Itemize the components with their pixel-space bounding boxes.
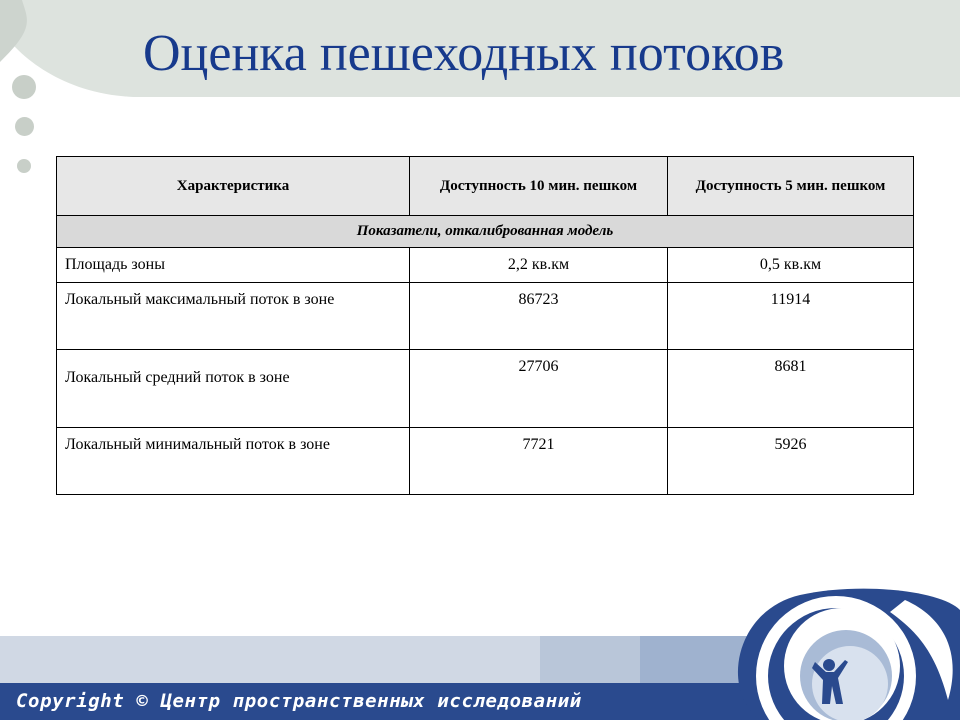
header-access-10min: Доступность 10 мин. пешком — [410, 157, 668, 216]
table-row — [57, 283, 914, 350]
copyright-text: Copyright © Центр пространственных исследований — [16, 690, 582, 712]
table-header-row — [57, 157, 914, 216]
table-row — [57, 428, 914, 495]
table-row — [57, 350, 914, 428]
value-5min: 8681 — [668, 350, 914, 428]
page-title: Оценка пешеходных потоков — [143, 25, 785, 82]
pedestrian-flow-table — [56, 156, 914, 495]
value-10min: 27706 — [410, 350, 668, 428]
logo-emblem — [738, 589, 960, 720]
decorative-dot — [15, 117, 34, 136]
row-label: Площадь зоны — [57, 248, 410, 283]
value-10min: 7721 — [410, 428, 668, 495]
table-subheader-row — [57, 216, 914, 248]
value-10min: 2,2 кв.км — [410, 248, 668, 283]
value-10min: 86723 — [410, 283, 668, 350]
row-label: Локальный минимальный поток в зоне — [57, 428, 410, 495]
row-label: Локальный средний поток в зоне — [57, 350, 410, 428]
row-label: Локальный максимальный поток в зоне — [57, 283, 410, 350]
header-access-5min: Доступность 5 мин. пешком — [668, 157, 914, 216]
decorative-dot — [17, 159, 31, 173]
table-row — [57, 248, 914, 283]
value-5min: 0,5 кв.км — [668, 248, 914, 283]
header-characteristic: Характеристика — [57, 157, 410, 216]
person-head-icon — [823, 659, 835, 671]
value-5min: 11914 — [668, 283, 914, 350]
value-5min: 5926 — [668, 428, 914, 495]
decorative-dot — [12, 75, 36, 99]
subheader-calibrated-model: Показатели, откалиброванная модель — [57, 216, 914, 248]
